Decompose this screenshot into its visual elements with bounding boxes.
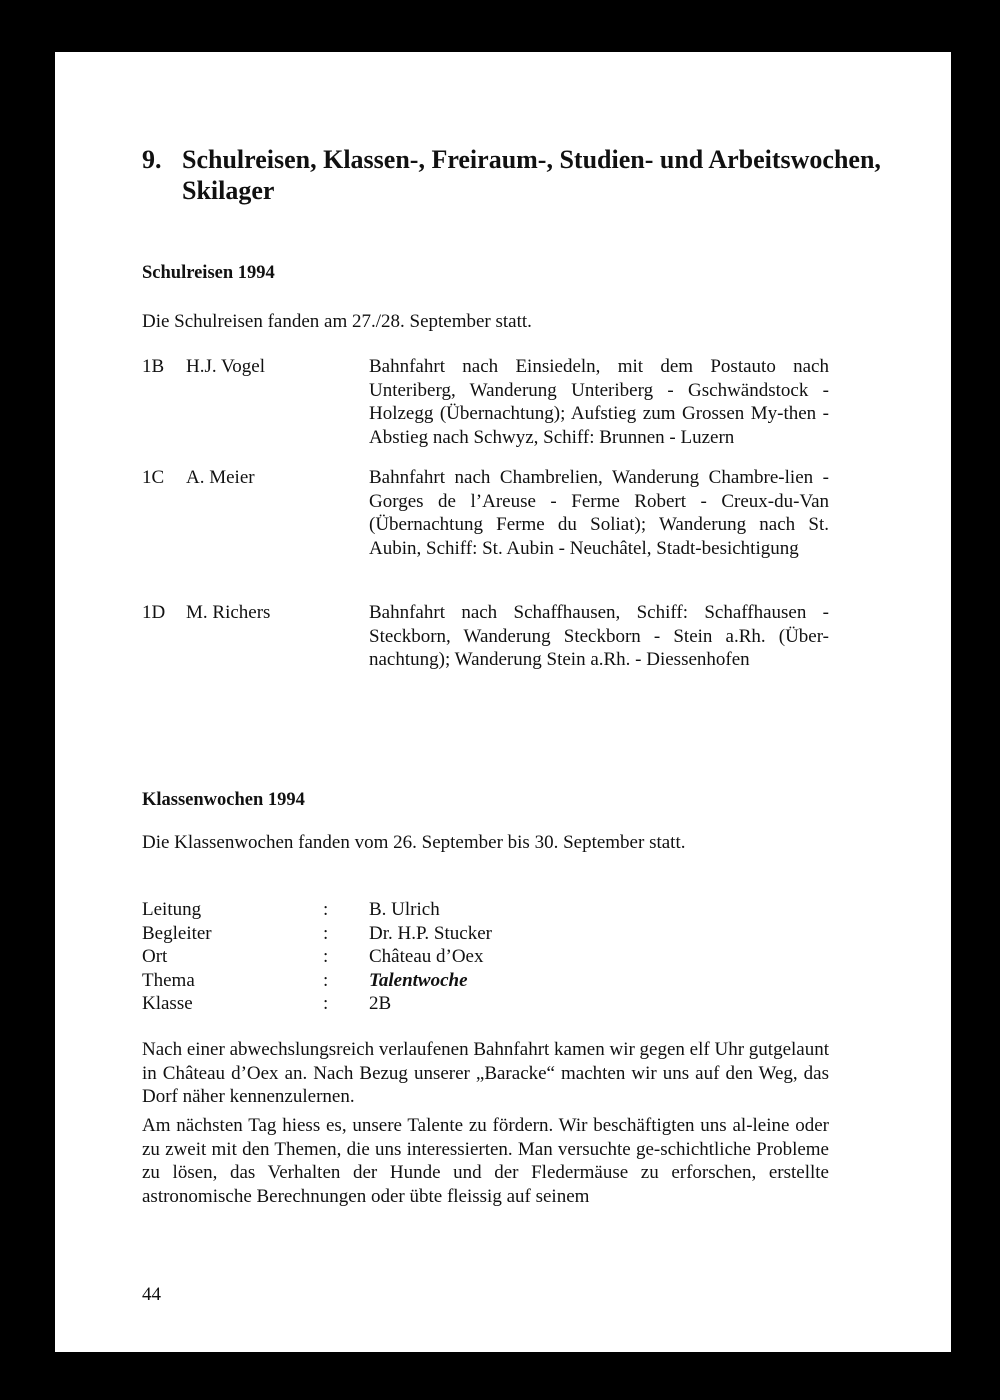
trip-class: 1C — [142, 467, 165, 488]
klassenwochen-heading: Klassenwochen 1994 — [142, 790, 305, 810]
info-colon: : — [323, 993, 329, 1014]
info-row — [142, 922, 882, 946]
info-colon: : — [323, 946, 329, 967]
info-row — [142, 969, 882, 993]
info-key: Leitung — [142, 899, 202, 920]
schulreisen-intro: Die Schulreisen fanden am 27./28. September statt. — [142, 311, 532, 332]
trip-leader: M. Richers — [186, 602, 271, 623]
info-row — [142, 992, 882, 1016]
info-colon: : — [323, 969, 329, 991]
info-value: Château d’Oex — [369, 946, 484, 967]
info-value: Dr. H.P. Stucker — [369, 922, 492, 944]
info-key: Klasse — [142, 993, 193, 1014]
trip-description: Bahnfahrt nach Einsiedeln, mit dem Postauto nach Unteriberg, Wanderung Unteriberg - Gschwändstock - Holzegg (Übernachtung); Aufstieg zum Grossen My-then - Abstieg nach Schwyz, Schiff: Brunnen - Luzern — [369, 356, 829, 448]
trip-leader: H.J. Vogel — [186, 356, 266, 377]
info-key: Begleiter — [142, 922, 212, 944]
trip-class: 1B — [142, 356, 165, 377]
info-colon: : — [323, 922, 329, 944]
trip-class: 1D — [142, 602, 166, 623]
schulreisen-heading: Schulreisen 1994 — [142, 263, 275, 283]
info-key: Thema — [142, 969, 195, 991]
info-value: B. Ulrich — [369, 899, 440, 920]
info-colon: : — [323, 899, 329, 920]
document-page — [55, 52, 951, 1352]
body-paragraph: Nach einer abwechslungsreich verlaufenen Bahnfahrt kamen wir gegen elf Uhr gutgelaunt in Château d’Oex an. Nach Bezug unserer „Baracke“ machten wir uns auf den Weg, das Dorf näher kennenzulernen. — [142, 1039, 829, 1107]
trip-description: Bahnfahrt nach Chambrelien, Wanderung Chambre-lien - Gorges de l’Areuse - Ferme Robert - Creux-du-Van (Übernachtung Ferme du Soliat); Wanderung nach St. Aubin, Schiff: St. Aubin - Neuchâtel, Stadt-besichtigung — [369, 467, 829, 559]
klassenwoche-info — [142, 898, 882, 1016]
klassenwochen-intro: Die Klassenwochen fanden vom 26. September bis 30. September statt. — [142, 832, 686, 853]
info-row — [142, 945, 882, 969]
trip-description: Bahnfahrt nach Schaffhausen, Schiff: Schaffhausen - Steckborn, Wanderung Steckborn - Stein a.Rh. (Über-nachtung); Wanderung Stein a.Rh. - Diessenhofen — [369, 602, 829, 670]
info-value: Talentwoche — [369, 969, 468, 991]
info-value: 2B — [369, 993, 392, 1014]
page-number: 44 — [142, 1284, 161, 1305]
chapter-title: Schulreisen, Klassen-, Freiraum-, Studien- und Arbeitswochen, Skilager — [182, 145, 881, 205]
body-paragraph: Am nächsten Tag hiess es, unsere Talente zu fördern. Wir beschäftigten uns al-leine oder zu zweit mit den Themen, die uns interessierten. Man versuchte ge-schichtliche Probleme zu lösen, das Verhalten der Hunde und der Fledermäuse zu erforschen, erstellte astronomische Berechnungen oder übte fleissig auf seinem — [142, 1115, 829, 1207]
chapter-number: 9. — [142, 145, 162, 174]
info-key: Ort — [142, 946, 168, 967]
info-row — [142, 898, 882, 922]
trip-leader: A. Meier — [186, 467, 255, 488]
